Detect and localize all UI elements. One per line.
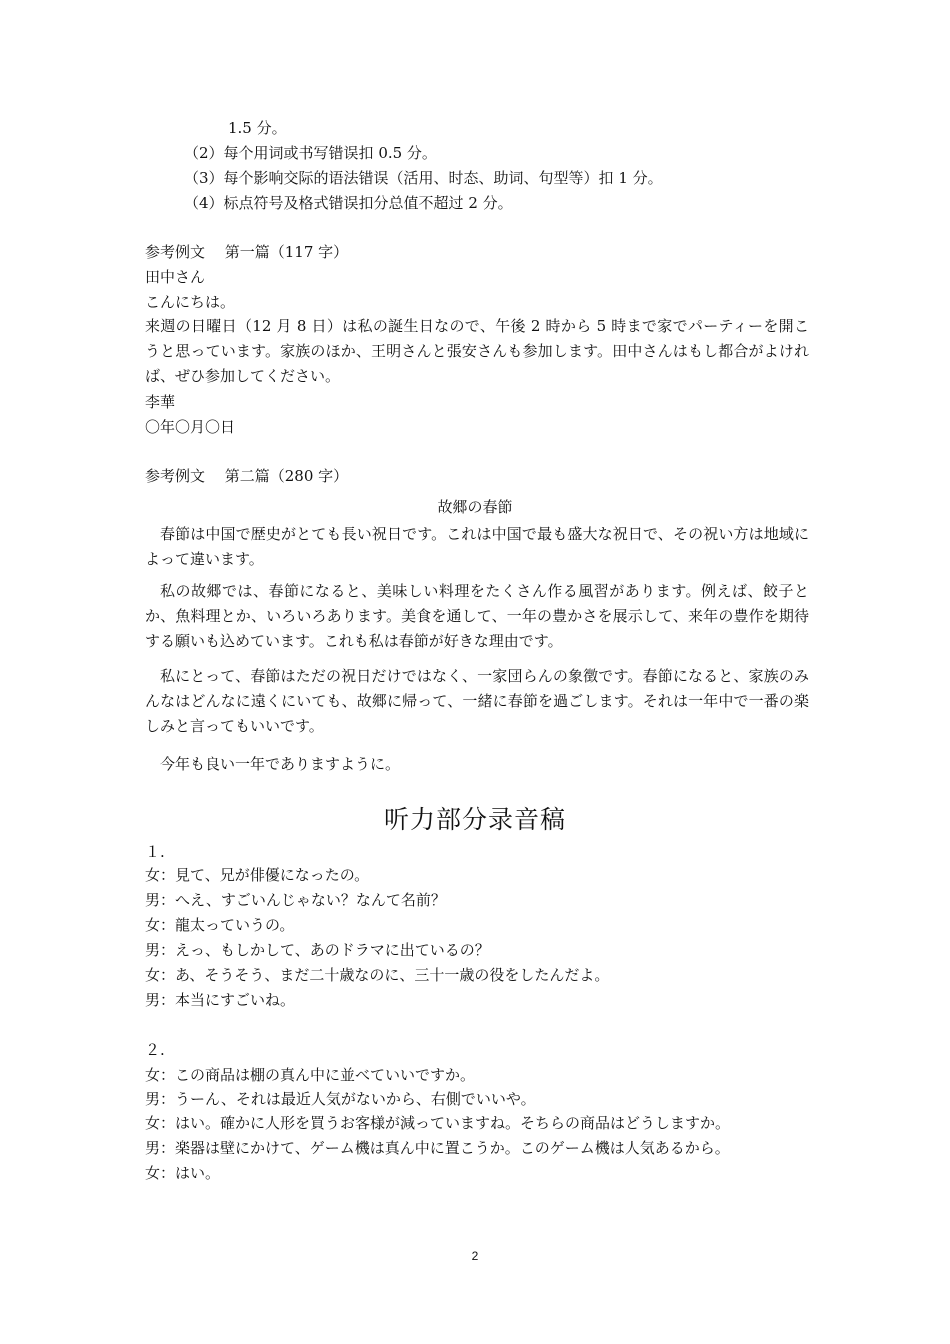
dialogue-line: 女：はい。確かに人形を買うお客様が減っていますね。そちらの商品はどうしますか。 <box>145 1114 731 1132</box>
essay1-date: 〇年〇月〇日 <box>145 418 236 436</box>
essay1-salutation: 田中さん <box>145 268 206 286</box>
dialogue-line: 男：本当にすごいね。 <box>145 991 296 1009</box>
dialogue-line: 男：楽器は壁にかけて、ゲーム機は真ん中に置こうか。このゲーム機は人気あるから。 <box>145 1139 730 1157</box>
dialogue-line: 女：見て、兄が俳優になったの。 <box>145 866 370 884</box>
scoring-continuation: 1.5 分。 <box>228 119 287 137</box>
dialogue-line: 女：龍太っていうの。 <box>145 916 295 934</box>
dialogue-line: 男：へえ、すごいんじゃない？なんて名前？ <box>145 891 446 909</box>
essay2-heading: 参考例文 第二篇（280 字） <box>145 467 349 485</box>
essay2-paragraph: 春節は中国で歴史がとても長い祝日です。これは中国で最も盛大な祝日で、その祝い方は地域によって違います。 <box>145 525 809 568</box>
dialogue-line: 女：この商品は棚の真ん中に並べていいですか。 <box>145 1066 476 1084</box>
essay2-paragraph: 私の故郷では、春節になると、美味しい料理をたくさん作る風習があります。例えば、餃子とか、魚料理とか、いろいろあります。美食を通して、一年の豊かさを展示して、来年の豊作を期待する願いも込めています。これも私は春節が好きな理由です。 <box>145 582 809 650</box>
dialogue-line: 男：えっ、もしかして、あのドラマに出ているの？ <box>145 941 490 959</box>
dialogue-line: 男：うーん、それは最近人気がないから、右側でいいや。 <box>145 1090 536 1108</box>
essay2-paragraph: 今年も良い一年でありますように。 <box>160 755 401 773</box>
scoring-item: （4）标点符号及格式错误扣分总值不超过 2 分。 <box>184 194 513 212</box>
listening-title: 听力部分录音稿 <box>383 805 566 834</box>
essay1-signature: 李華 <box>145 393 176 411</box>
dialogue-line: 女：あ、そうそう、まだ二十歳なのに、三十一歳の役をしたんだよ。 <box>145 966 610 984</box>
scoring-item: （3）每个影响交际的语法错误（活用、时态、助词、句型等）扣 1 分。 <box>184 169 663 187</box>
essay2-paragraph: 私にとって、春節はただの祝日だけではなく、一家団らんの象徴です。春節になると、家族のみんなはどんなに遠くにいても、故郷に帰って、一緒に春節を過ごします。それは一年中で一番の楽しみと言ってもいいです。 <box>145 667 809 735</box>
scoring-item: （2）每个用词或书写错误扣 0.5 分。 <box>184 144 437 162</box>
page-number: 2 <box>471 1249 479 1263</box>
essay2-title: 故郷の春節 <box>437 498 513 516</box>
essay1-heading: 参考例文 第一篇（117 字） <box>145 243 349 261</box>
dialogue-number: ２. <box>145 1041 165 1059</box>
dialogue-line: 女：はい。 <box>145 1164 221 1182</box>
essay1-body: 来週の日曜日（12 月 8 日）は私の誕生日なので、午後 2 時から 5 時まで家でパーティーを開こうと思っています。家族のほか、王明さんと張安さんも参加します。田中さんはもし都合がよければ、ぜひ参加してください。 <box>145 317 809 385</box>
essay1-greeting: こんにちは。 <box>145 293 236 311</box>
dialogue-number: １. <box>145 843 165 861</box>
